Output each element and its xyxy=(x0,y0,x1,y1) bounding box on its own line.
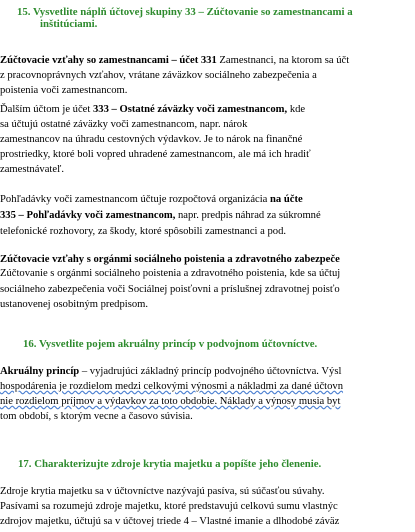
q16-para-1-line-3-text: nie rozdielom príjmov a výdavkov za toto obdobie. Náklady a výnosy musia byt xyxy=(0,396,341,407)
q15-para-4-line-2: Zúčtovanie s orgánmi sociálneho poistenia a zdravotného poistenia, kde sa účtuj xyxy=(0,268,341,279)
q17-para-1-line-2: Pasívami sa rozumejú zdroje majetku, ktoré predstavujú celkovú sumu vlastnýc xyxy=(0,501,338,512)
q16-para-1-line-1 xyxy=(0,366,341,378)
q15-para-2-lead: Ďalším účtom je účet xyxy=(0,104,93,115)
q15-para-3-text: napr. predpis náhrad za súkromné xyxy=(175,210,321,221)
q15-para-2-line-3: zamestnancov na úhradu cestovných výdavkov. Je to nárok na finančné xyxy=(0,134,303,145)
q15-para-3-line-2 xyxy=(0,210,321,222)
q15-para-1-text: Zamestnanci, na ktorom sa účt xyxy=(216,55,350,66)
question-15-heading-line-2: inštitúciami. xyxy=(40,18,98,30)
q16-para-1-text: – vyjadrujúci základný princíp podvojného účtovníctva. Výsl xyxy=(79,366,342,377)
q15-para-3-line-1 xyxy=(0,194,303,206)
q15-para-2-line-5: zamestnávateľ. xyxy=(0,164,65,175)
q15-para-1-line-3: poistenia voči zamestnancom. xyxy=(0,85,128,96)
question-17-heading: 17. Charakterizujte zdroje krytia majetku a popíšte jeho členenie. xyxy=(18,458,322,470)
term-account-335-a: na účte xyxy=(270,194,303,205)
question-16-heading: 16. Vysvetlite pojem akruálny princíp v podvojnom účtovníctve. xyxy=(23,338,318,350)
q15-para-3-line-3: telefonické rozhovory, za škody, ktoré spôsobili zamestnanci a pod. xyxy=(0,226,287,237)
q16-para-1-line-2 xyxy=(0,381,343,393)
q16-para-1-line-4: tom období, s ktorým vecne a časovo súvisia. xyxy=(0,411,193,422)
question-15-heading-line-1: 15. Vysvetlite náplň účtovej skupiny 33 – Zúčtovanie so zamestnancami a xyxy=(17,6,353,18)
term-accrual-principle: Akruálny princíp xyxy=(0,366,80,377)
q15-para-2-tail: kde xyxy=(287,104,306,115)
q15-para-2-line-4: prostriedky, ktoré boli vopred uhradené zamestnancom, ale má ich hradiť xyxy=(0,149,311,160)
q15-para-1-line-2: z pracovnoprávnych vzťahov, vrátane záväzkov sociálneho zabezpečenia a xyxy=(0,70,317,81)
term-account-335-b: 335 – Pohľadávky voči zamestnancom, xyxy=(0,210,176,221)
term-account-333: 333 – Ostatné záväzky voči zamestnancom, xyxy=(92,104,288,115)
q15-para-3-lead: Pohľadávky voči zamestnancom účtuje rozpočtová organizácia xyxy=(0,194,271,205)
q15-para-2-line-2: sa účtujú ostatné záväzky voči zamestnancom, napr. nárok xyxy=(0,119,248,130)
q15-para-4-line-3: sociálneho zabezpečenia voči Sociálnej poisťovni a príslušnej zdravotnej poisťo xyxy=(0,284,340,295)
term-account-331: Zúčtovacie vzťahy so zamestnancami – účet 331 xyxy=(0,55,217,66)
q17-para-1-line-3: zdrojov majetku, účtujú sa v účtovej triede 4 – Vlastné imanie a dlhodobé záväz xyxy=(0,516,340,527)
term-social-insurance: Zúčtovacie vzťahy s orgánmi sociálneho poistenia a zdravotného zabezpeče xyxy=(0,254,340,265)
q17-para-1-line-1: Zdroje krytia majetku sa v účtovníctve nazývajú pasíva, sú súčasťou súvahy. xyxy=(0,486,325,497)
q16-para-1-line-2-text: hospodárenia je rozdielom medzi celkovými výnosmi a nákladmi za dané účtovn xyxy=(0,381,344,392)
q15-para-4-line-1 xyxy=(0,254,340,266)
q15-para-4-line-4: ustanovenej osobitným predpisom. xyxy=(0,299,149,310)
q15-para-1-line-1 xyxy=(0,55,349,67)
q16-para-1-line-3 xyxy=(0,396,340,408)
q15-para-2-line-1 xyxy=(0,104,305,116)
